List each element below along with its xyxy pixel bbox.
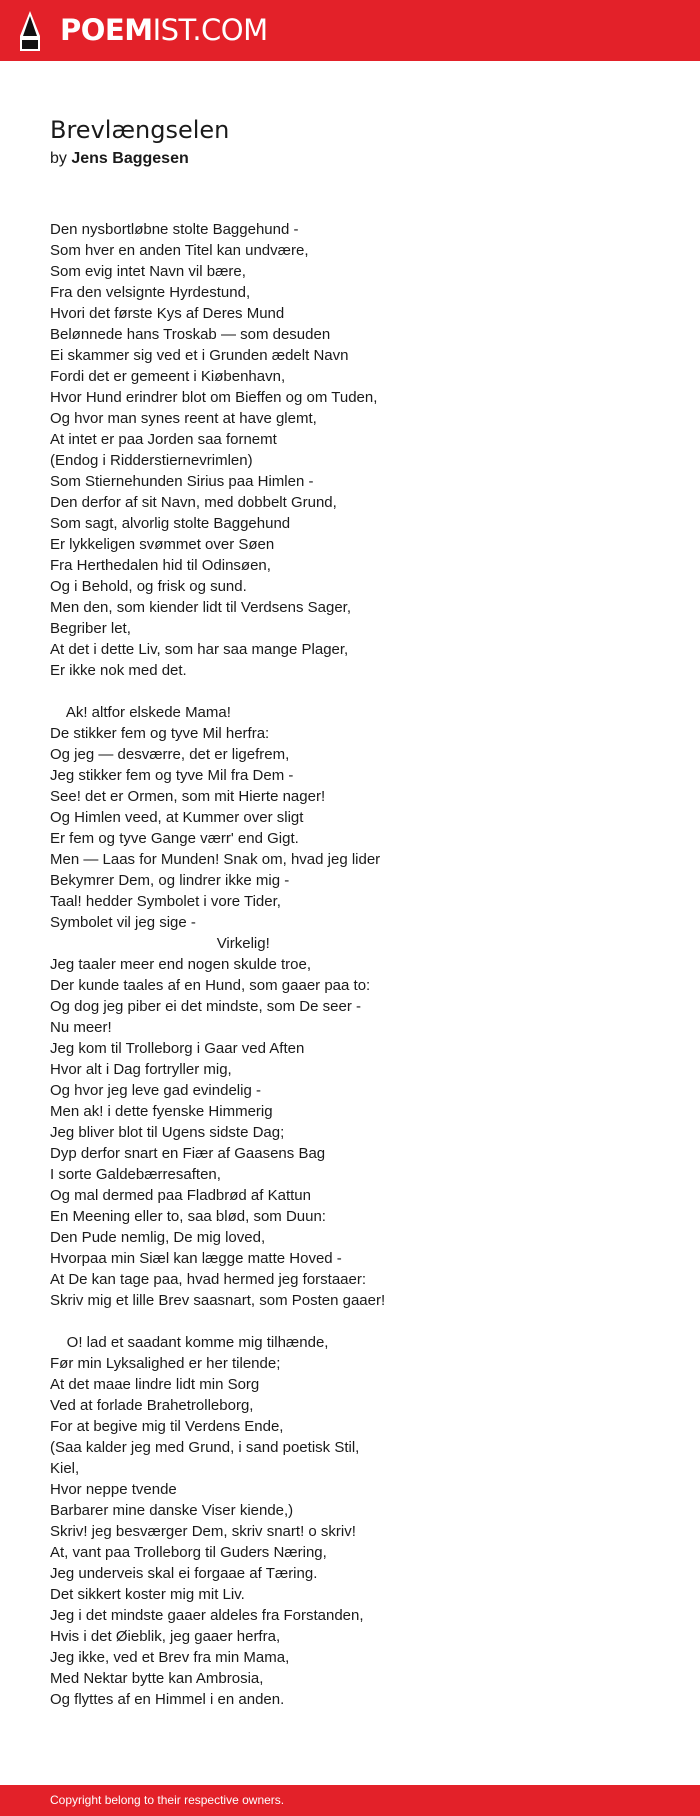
site-logo[interactable] bbox=[60, 13, 268, 47]
poem-line: Men ak! i dette fyenske Himmerig bbox=[50, 1103, 273, 1120]
poem-line: Og Himlen veed, at Kummer over sligt bbox=[50, 809, 304, 826]
copyright-text: Copyright belong to their respective owners. bbox=[50, 1793, 285, 1807]
poem-line: Jeg stikker fem og tyve Mil fra Dem - bbox=[50, 767, 294, 784]
stanza-break bbox=[50, 681, 670, 702]
poem-line: Og hvor man synes reent at have glemt, bbox=[50, 410, 317, 427]
logo-light-text: IST.COM bbox=[152, 13, 268, 47]
poem-line: Men den, som kiender lidt til Verdsens Sager, bbox=[50, 599, 351, 616]
poem-line: Hvor Hund erindrer blot om Bieffen og om Tuden, bbox=[50, 389, 378, 406]
poem-line: Jeg ikke, ved et Brev fra min Mama, bbox=[50, 1649, 290, 1666]
poem-line: Barbarer mine danske Viser kiende,) bbox=[50, 1502, 294, 1519]
poem-line: Fordi det er gemeent i Kiøbenhavn, bbox=[50, 368, 286, 385]
poem-line: Som sagt, alvorlig stolte Baggehund bbox=[50, 515, 291, 532]
poem-line: Før min Lyksalighed er her tilende; bbox=[50, 1355, 281, 1372]
poem-line: Og i Behold, og frisk og sund. bbox=[50, 578, 247, 595]
stanza-break bbox=[50, 1311, 670, 1332]
poem-line: Og mal dermed paa Fladbrød af Kattun bbox=[50, 1187, 311, 1204]
poem-line: At det i dette Liv, som har saa mange Plager, bbox=[50, 641, 349, 658]
poem-line: Nu meer! bbox=[50, 1019, 112, 1036]
poem-line: Men — Laas for Munden! Snak om, hvad jeg lider bbox=[50, 851, 381, 868]
logo-bold-text: POEM bbox=[60, 13, 153, 47]
poem-line: Begriber let, bbox=[50, 620, 131, 637]
poem-line: Skriv mig et lille Brev saasnart, som Posten gaaer! bbox=[50, 1292, 386, 1309]
by-label: by bbox=[50, 150, 67, 167]
poem-line: Og hvor jeg leve gad evindelig - bbox=[50, 1082, 261, 1099]
poem-line: Ak! altfor elskede Mama! bbox=[50, 704, 231, 721]
author-link[interactable]: Jens Baggesen bbox=[71, 150, 189, 167]
poem-line: Bekymrer Dem, og lindrer ikke mig - bbox=[50, 872, 290, 889]
poem-line: De stikker fem og tyve Mil herfra: bbox=[50, 725, 270, 742]
poem-line: Virkelig! bbox=[50, 935, 270, 952]
poem-line: Hvori det første Kys af Deres Mund bbox=[50, 305, 285, 322]
poem-line: Belønnede hans Troskab — som desuden bbox=[50, 326, 331, 343]
poem-line: Hvis i det Øieblik, jeg gaaer herfra, bbox=[50, 1628, 281, 1645]
poem-line: Jeg underveis skal ei forgaae af Tæring. bbox=[50, 1565, 318, 1582]
poem-line: Og jeg — desværre, det er ligefrem, bbox=[50, 746, 290, 763]
poem-line: Hvorpaa min Siæl kan lægge matte Hoved - bbox=[50, 1250, 342, 1267]
poem-line: Kiel, bbox=[50, 1460, 80, 1477]
poem-line: O! lad et saadant komme mig tilhænde, bbox=[50, 1334, 329, 1351]
site-header bbox=[0, 0, 700, 61]
poem-line: At det maae lindre lidt min Sorg bbox=[50, 1376, 260, 1393]
poem-line: Er ikke nok med det. bbox=[50, 662, 187, 679]
poem-line: At De kan tage paa, hvad hermed jeg forstaaer: bbox=[50, 1271, 367, 1288]
poem-line: Og flyttes af en Himmel i en anden. bbox=[50, 1691, 285, 1708]
poem-line: Hvor alt i Dag fortryller mig, bbox=[50, 1061, 232, 1078]
poem-line: Som hver en anden Titel kan undvære, bbox=[50, 242, 309, 259]
poem-line: Som Stiernehunden Sirius paa Himlen - bbox=[50, 473, 314, 490]
poem-line: At, vant paa Trolleborg til Guders Næring, bbox=[50, 1544, 327, 1561]
poem-line: Symbolet vil jeg sige - bbox=[50, 914, 196, 931]
poem-line: Dyp derfor snart en Fiær af Gaasens Bag bbox=[50, 1145, 326, 1162]
poem-line: I sorte Galdebærresaften, bbox=[50, 1166, 221, 1183]
pen-nib-icon[interactable] bbox=[18, 10, 42, 52]
byline bbox=[50, 148, 189, 170]
poem-line: Skriv! jeg besværger Dem, skriv snart! o skriv! bbox=[50, 1523, 356, 1540]
poem-line: Og dog jeg piber ei det mindste, som De seer - bbox=[50, 998, 361, 1015]
poem-line: Jeg kom til Trolleborg i Gaar ved Aften bbox=[50, 1040, 305, 1057]
poem-line: Med Nektar bytte kan Ambrosia, bbox=[50, 1670, 264, 1687]
poem-line: Der kunde taales af en Hund, som gaaer paa to: bbox=[50, 977, 371, 994]
poem-line: For at begive mig til Verdens Ende, bbox=[50, 1418, 284, 1435]
poem-line: Ved at forlade Brahetrolleborg, bbox=[50, 1397, 254, 1414]
poem-line: Er lykkeligen svømmet over Søen bbox=[50, 536, 275, 553]
poem-line: At intet er paa Jorden saa fornemt bbox=[50, 431, 277, 448]
poem-line: See! det er Ormen, som mit Hierte nager! bbox=[50, 788, 326, 805]
poem-line: Den derfor af sit Navn, med dobbelt Grund, bbox=[50, 494, 337, 511]
poem-line: Fra Herthedalen hid til Odinsøen, bbox=[50, 557, 271, 574]
poem-line: Er fem og tyve Gange værr' end Gigt. bbox=[50, 830, 299, 847]
poem-line: Jeg bliver blot til Ugens sidste Dag; bbox=[50, 1124, 285, 1141]
poem-line: Ei skammer sig ved et i Grunden ædelt Navn bbox=[50, 347, 349, 364]
poem-line: Jeg taaler meer end nogen skulde troe, bbox=[50, 956, 311, 973]
poem-line: Hvor neppe tvende bbox=[50, 1481, 177, 1498]
poem-line: Taal! hedder Symbolet i vore Tider, bbox=[50, 893, 281, 910]
poem-line: (Endog i Ridderstiernevrimlen) bbox=[50, 452, 253, 469]
poem-line: Som evig intet Navn vil bære, bbox=[50, 263, 246, 280]
poem-title: Brevlængselen bbox=[50, 116, 230, 144]
poem-line: Den Pude nemlig, De mig loved, bbox=[50, 1229, 266, 1246]
poem-line: (Saa kalder jeg med Grund, i sand poetisk Stil, bbox=[50, 1439, 360, 1456]
poem-line: Den nysbortløbne stolte Baggehund - bbox=[50, 221, 299, 238]
poem-body bbox=[50, 219, 670, 1710]
poem-line: Fra den velsignte Hyrdestund, bbox=[50, 284, 251, 301]
poem-line: Jeg i det mindste gaaer aldeles fra Forstanden, bbox=[50, 1607, 364, 1624]
poem-line: En Meening eller to, saa blød, som Duun: bbox=[50, 1208, 326, 1225]
poem-line: Det sikkert koster mig mit Liv. bbox=[50, 1586, 245, 1603]
site-footer bbox=[0, 1785, 700, 1816]
